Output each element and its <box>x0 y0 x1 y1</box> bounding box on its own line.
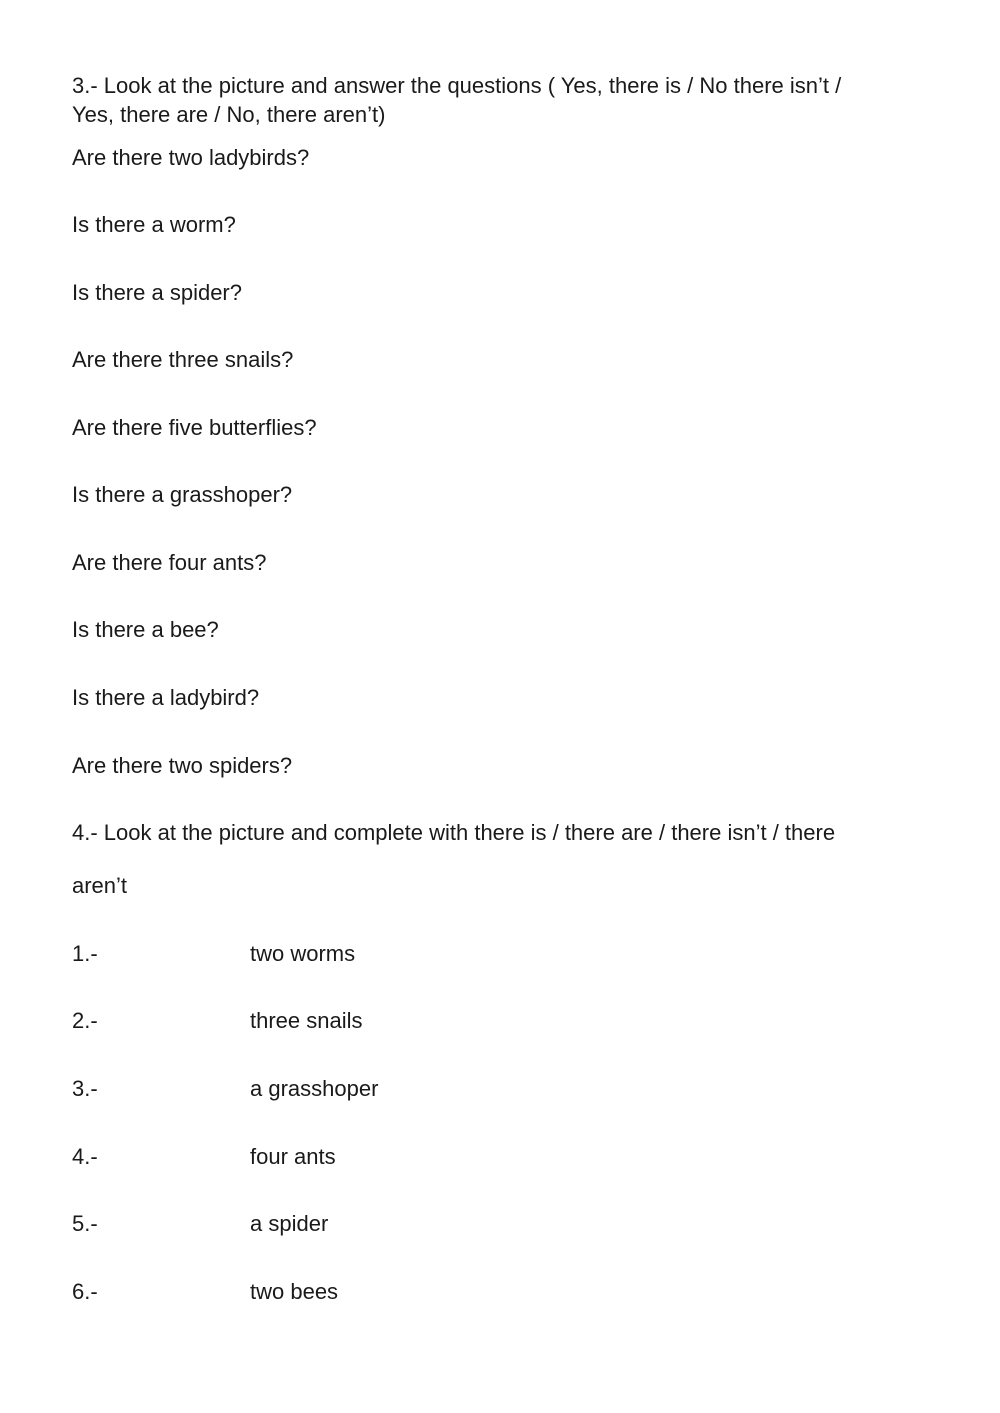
item-phrase: four ants <box>250 1144 336 1169</box>
question-4: Are there three snails? <box>72 347 294 372</box>
section-3-instruction-line-1: 3.- Look at the picture and answer the questions ( Yes, there is / No there isn’t / <box>72 73 842 98</box>
item-phrase: three snails <box>250 1008 363 1033</box>
item-phrase: two bees <box>250 1279 339 1304</box>
question-5: Are there five butterflies? <box>72 415 317 440</box>
question-2: Is there a worm? <box>72 212 236 237</box>
item-number: 6.- <box>72 1279 98 1304</box>
question-1: Are there two ladybirds? <box>72 145 310 170</box>
item-number: 3.- <box>72 1076 98 1101</box>
question-7: Are there four ants? <box>72 550 267 575</box>
item-number: 4.- <box>72 1144 98 1169</box>
item-phrase: a grasshoper <box>250 1076 379 1101</box>
item-phrase: a spider <box>250 1211 329 1236</box>
question-3: Is there a spider? <box>72 280 242 305</box>
item-phrase: two worms <box>250 941 356 966</box>
question-10: Are there two spiders? <box>72 753 293 778</box>
question-6: Is there a grasshoper? <box>72 482 293 507</box>
question-8: Is there a bee? <box>72 617 219 642</box>
section-4-instruction-line-2: aren’t <box>72 873 128 898</box>
item-number: 2.- <box>72 1008 98 1033</box>
item-number: 1.- <box>72 941 98 966</box>
question-9: Is there a ladybird? <box>72 685 260 710</box>
section-3-instruction-line-2: Yes, there are / No, there aren’t) <box>72 102 386 127</box>
section-4-instruction-line-1: 4.- Look at the picture and complete with there is / there are / there isn’t / there <box>72 820 836 845</box>
item-number: 5.- <box>72 1211 98 1236</box>
